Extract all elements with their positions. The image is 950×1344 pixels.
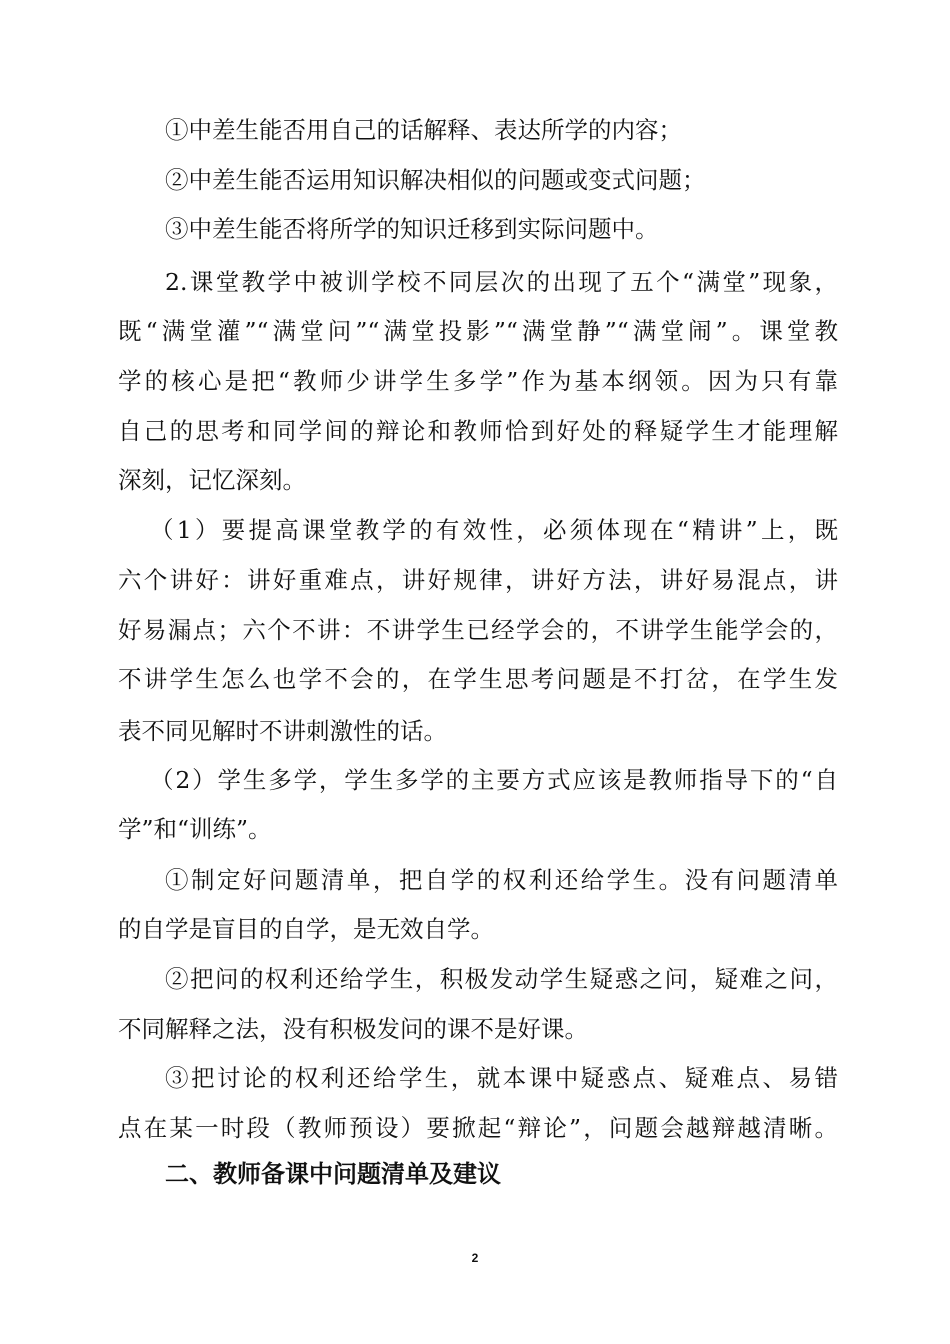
section-heading: 二、教师备课中问题清单及建议 [165,1160,501,1188]
paragraph-line: 自己的思考和同学间的辩论和教师恰到好处的释疑学生才能理解 [118,417,838,445]
paragraph-line: 六个讲好：讲好重难点，讲好规律，讲好方法，讲好易混点，讲 [118,566,838,594]
paragraph-line: 不同解释之法，没有积极发问的课不是好课。 [118,1015,588,1043]
paragraph-line: 不讲学生怎么也学不会的，在学生思考问题是不打岔，在学生发 [118,665,838,693]
paragraph-line: ②把问的权利还给学生，积极发动学生疑惑之问，疑难之问， [165,965,838,993]
paragraph-line: 的自学是盲目的自学，是无效自学。 [118,915,494,943]
paragraph-line: 表不同见解时不讲刺激性的话。 [118,717,447,745]
paragraph-line: 学”和“训练”。 [118,815,272,843]
paragraph-line: ③把讨论的权利还给学生，就本课中疑惑点、疑难点、易错 [165,1064,838,1092]
paragraph-line: 学的核心是把“教师少讲学生多学”作为基本纲领。因为只有靠 [118,367,838,395]
paragraph-line: （1）要提高课堂教学的有效性，必须体现在“精讲”上，既 [150,516,838,544]
paragraph-line: 2.课堂教学中被训学校不同层次的出现了五个“满堂”现象， [165,268,838,296]
paragraph-line: 深刻，记忆深刻。 [118,466,306,494]
paragraph-line: ①中差生能否用自己的话解释、表达所学的内容； [165,116,682,144]
paragraph-line: ①制定好问题清单，把自学的权利还给学生。没有问题清单 [165,866,838,894]
paragraph-line: 好易漏点；六个不讲：不讲学生已经学会的，不讲学生能学会的， [118,616,838,644]
page-number: 2 [471,1251,479,1265]
paragraph-line: 点在某一时段（教师预设）要掀起“辩论”，问题会越辩越清晰。 [118,1114,838,1142]
paragraph-line: ③中差生能否将所学的知识迁移到实际问题中。 [165,215,659,243]
paragraph-line: （2）学生多学，学生多学的主要方式应该是教师指导下的“自 [150,766,838,794]
paragraph-line: 既“满堂灌”“满堂问”“满堂投影”“满堂静”“满堂闹”。课堂教 [118,317,838,345]
paragraph-line: ②中差生能否运用知识解决相似的问题或变式问题； [165,166,706,194]
